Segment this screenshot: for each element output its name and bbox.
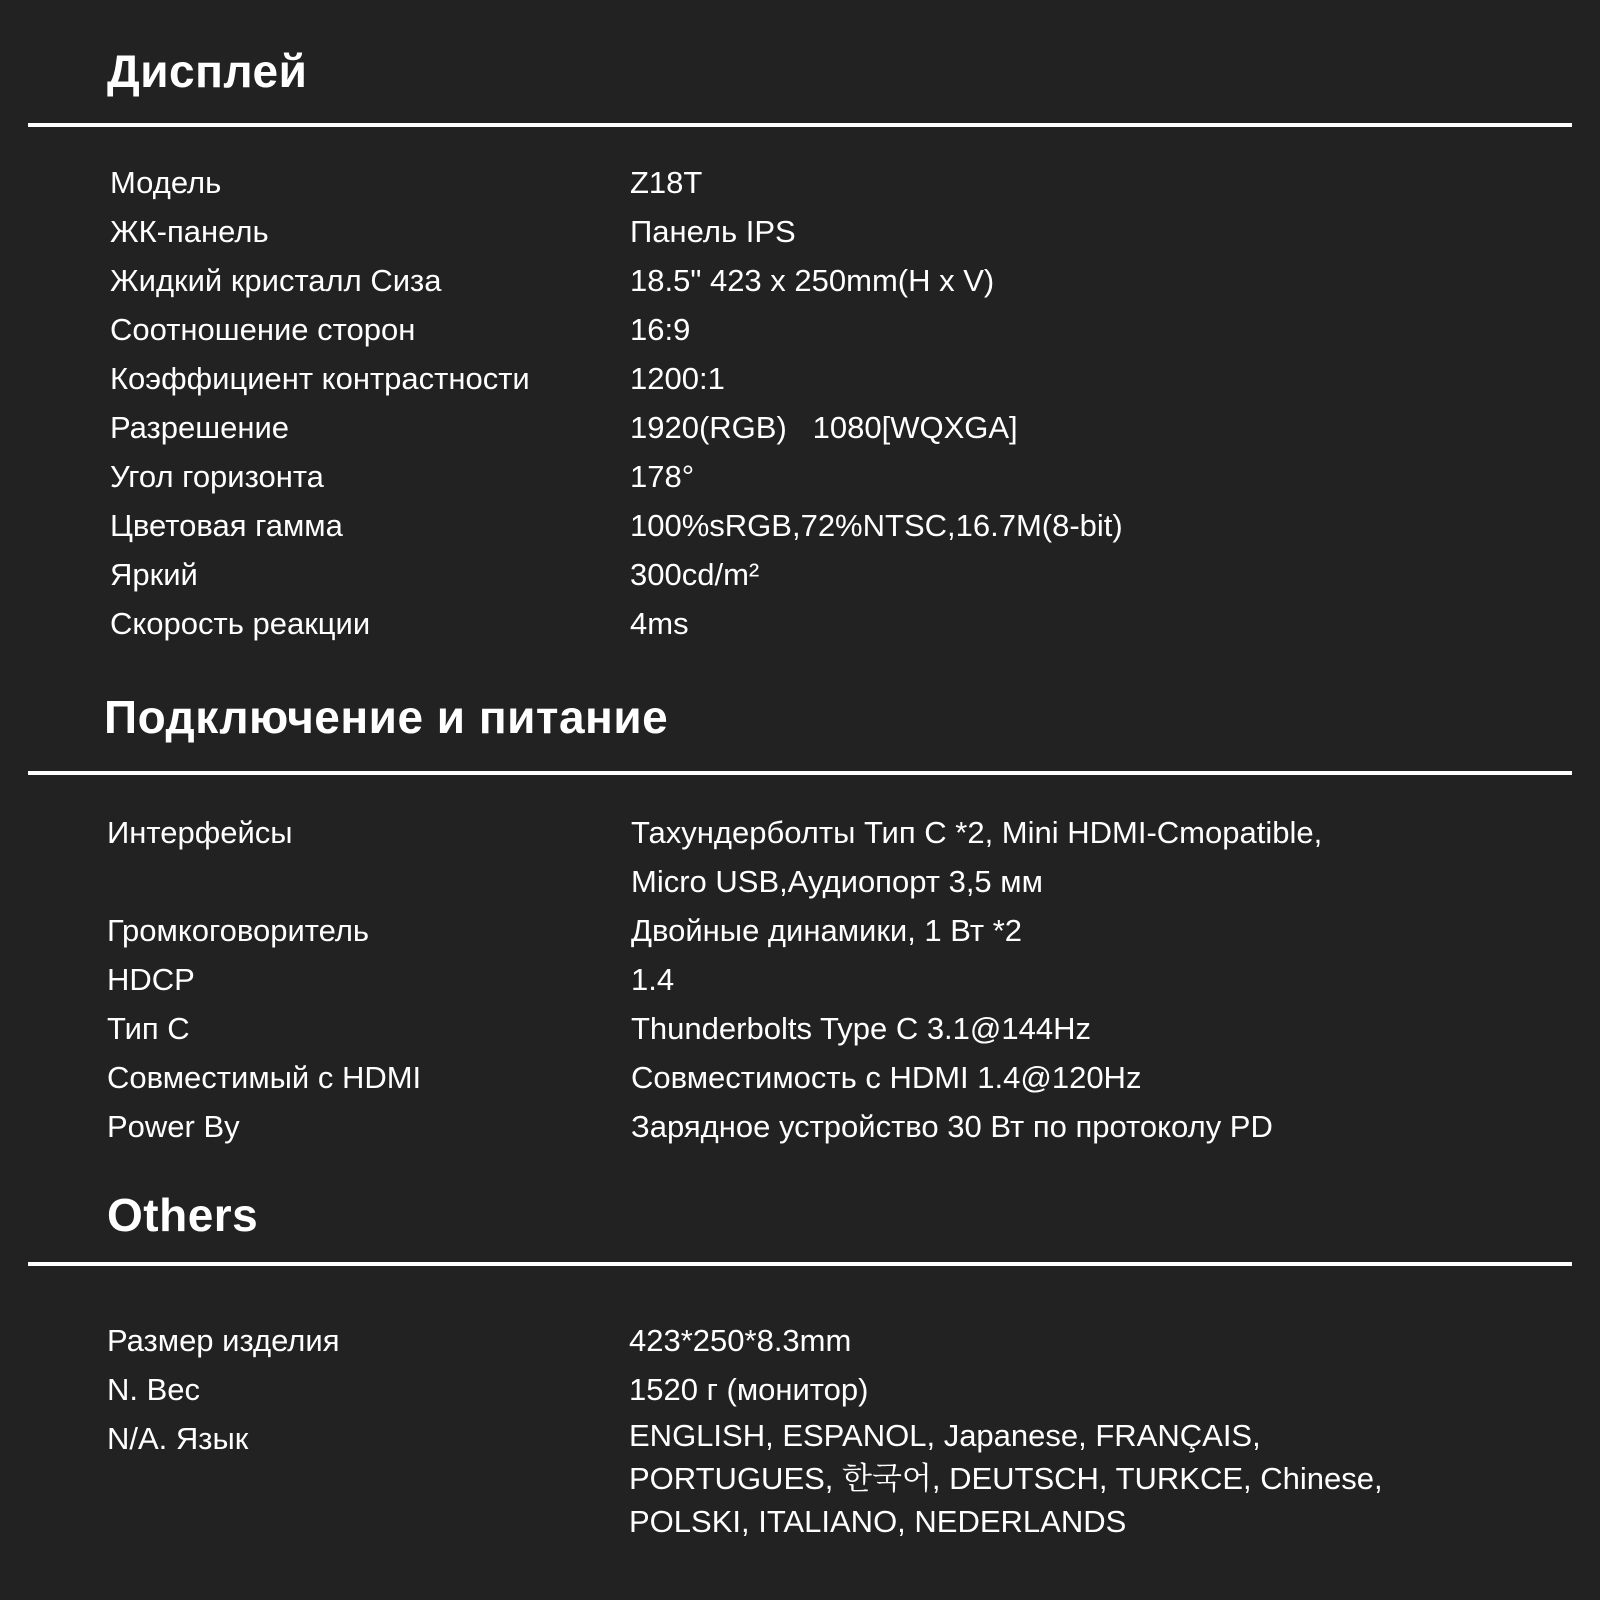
- spec-label: Модель: [110, 165, 222, 200]
- spec-value: Z18T: [630, 165, 703, 200]
- spec-value: [631, 808, 1571, 906]
- spec-label: Яркий: [110, 557, 198, 592]
- section-title-display: Дисплей: [107, 45, 308, 97]
- spec-label: Цветовая гамма: [110, 508, 343, 543]
- spec-label: Совместимый с HDMI: [107, 1060, 422, 1095]
- section-title-connection: Подключение и питание: [104, 691, 669, 743]
- spec-row-model: [0, 158, 1600, 207]
- spec-value-line: Micro USB,Аудиопорт 3,5 мм: [631, 864, 1043, 899]
- section-divider: [28, 1262, 1572, 1266]
- spec-row-color-gamut: [0, 501, 1600, 550]
- spec-value: [629, 1414, 1569, 1543]
- spec-row-contrast: [0, 354, 1600, 403]
- spec-label: Жидкий кристалл Сиза: [110, 263, 442, 298]
- spec-list-display: [0, 158, 1600, 648]
- spec-value: 100%sRGB,72%NTSC,16.7M(8-bit): [630, 508, 1123, 543]
- spec-label: Коэффициент контрастности: [110, 361, 530, 396]
- spec-row-speaker: [0, 906, 1600, 955]
- spec-value: 1.4: [631, 962, 675, 997]
- spec-row-hdcp: [0, 955, 1600, 1004]
- spec-value: 1200:1: [630, 361, 725, 396]
- spec-row-aspect-ratio: [0, 305, 1600, 354]
- spec-row-language: [0, 1414, 1600, 1543]
- spec-value: 1520 г (монитор): [629, 1372, 869, 1407]
- section-divider: [28, 123, 1572, 127]
- spec-value: 178°: [630, 459, 695, 494]
- spec-label: N/A. Язык: [107, 1421, 249, 1456]
- spec-value: 16:9: [630, 312, 691, 347]
- spec-label: N. Вес: [107, 1372, 201, 1407]
- spec-label: HDCP: [107, 962, 195, 997]
- spec-value: 423*250*8.3mm: [629, 1323, 852, 1358]
- spec-label: Скорость реакции: [110, 606, 371, 641]
- spec-row-interfaces: [0, 808, 1600, 906]
- spec-row-type-c: [0, 1004, 1600, 1053]
- spec-row-panel: [0, 207, 1600, 256]
- spec-value-line: Тахундерболты Тип С *2, Mini HDMI-Cmopatible,: [631, 815, 1323, 850]
- spec-row-size: [0, 256, 1600, 305]
- spec-label: Интерфейсы: [107, 815, 293, 850]
- spec-list-connection: [0, 808, 1600, 1151]
- spec-row-power: [0, 1102, 1600, 1151]
- spec-row-product-size: [0, 1316, 1600, 1365]
- spec-row-viewing-angle: [0, 452, 1600, 501]
- spec-value: Панель IPS: [630, 214, 796, 249]
- spec-value: Зарядное устройство 30 Вт по протоколу PD: [631, 1109, 1273, 1144]
- spec-row-response-time: [0, 599, 1600, 648]
- spec-value: Thunderbolts Type C 3.1@144Hz: [631, 1011, 1091, 1046]
- spec-label: Угол горизонта: [110, 459, 324, 494]
- spec-list-others: [0, 1316, 1600, 1543]
- spec-label: ЖК-панель: [110, 214, 269, 249]
- section-title-others: Others: [107, 1189, 259, 1241]
- spec-row-hdmi: [0, 1053, 1600, 1102]
- spec-label: Power By: [107, 1109, 240, 1144]
- spec-value: 18.5" 423 x 250mm(H x V): [630, 263, 995, 298]
- spec-value-line: PORTUGUES, 한국어, DEUTSCH, TURKCE, Chinese,: [629, 1461, 1383, 1496]
- spec-row-weight: [0, 1365, 1600, 1414]
- spec-value: Двойные динамики, 1 Вт *2: [631, 913, 1023, 948]
- section-divider: [28, 771, 1572, 775]
- spec-label: Громкоговоритель: [107, 913, 370, 948]
- spec-value: 1920(RGB) 1080[WQXGA]: [630, 410, 1018, 445]
- spec-row-brightness: [0, 550, 1600, 599]
- spec-value-line: POLSKI, ITALIANO, NEDERLANDS: [629, 1504, 1127, 1539]
- spec-label: Размер изделия: [107, 1323, 340, 1358]
- spec-value: 300cd/m²: [630, 557, 760, 592]
- spec-label: Соотношение сторон: [110, 312, 416, 347]
- spec-value: 4ms: [630, 606, 689, 641]
- spec-row-resolution: [0, 403, 1600, 452]
- spec-value-line: ENGLISH, ESPANOL, Japanese, FRANÇAIS,: [629, 1418, 1261, 1453]
- spec-label: Разрешение: [110, 410, 290, 445]
- spec-value: Совместимость с HDMI 1.4@120Hz: [631, 1060, 1142, 1095]
- spec-label: Тип C: [107, 1011, 190, 1046]
